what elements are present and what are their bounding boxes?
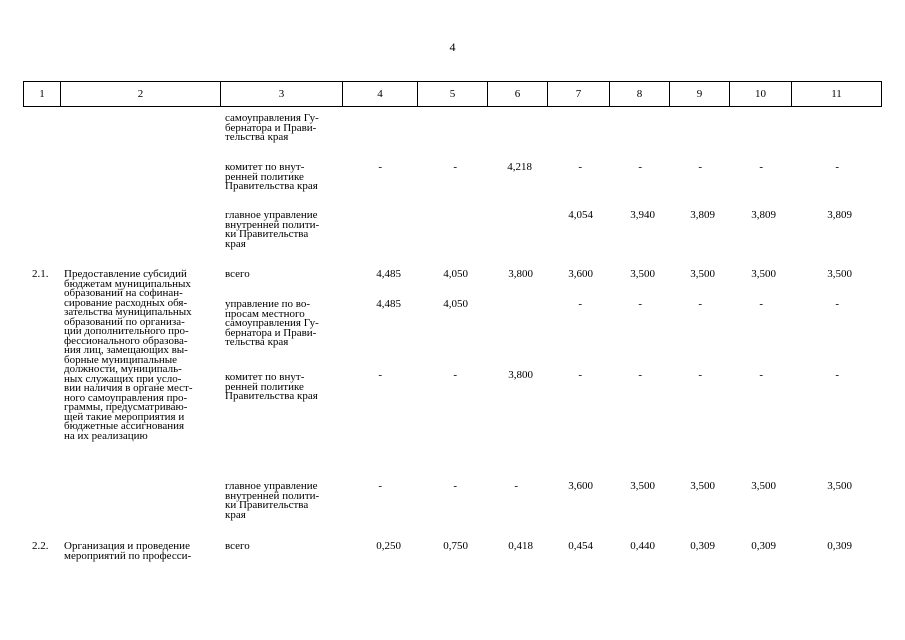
header-col-8: 8 xyxy=(610,81,670,107)
value-cell: - xyxy=(698,369,702,381)
header-col-1: 1 xyxy=(23,81,61,107)
value-cell: 0,454 xyxy=(568,540,593,552)
value-cell: 4,054 xyxy=(568,209,593,221)
value-cell: 3,600 xyxy=(568,268,593,280)
value-cell: - xyxy=(578,161,582,173)
value-cell: - xyxy=(698,298,702,310)
value-cell: - xyxy=(638,369,642,381)
header-col-9: 9 xyxy=(670,81,730,107)
value-cell: 3,500 xyxy=(690,268,715,280)
value-cell: 0,418 xyxy=(508,540,533,552)
header-col-5: 5 xyxy=(418,81,488,107)
header-col-10: 10 xyxy=(730,81,792,107)
value-cell: 3,500 xyxy=(751,480,776,492)
header-col-7: 7 xyxy=(548,81,610,107)
executor-cell: главное управление внутренней полити- ки Правительства края xyxy=(225,209,320,250)
value-cell: 0,309 xyxy=(827,540,852,552)
executor-cell: главное управление внутренней полити- ки Правительства края xyxy=(225,480,320,521)
value-cell: 3,940 xyxy=(630,209,655,221)
value-cell: 3,600 xyxy=(568,480,593,492)
value-cell: - xyxy=(453,480,457,492)
value-cell: - xyxy=(698,161,702,173)
value-cell: - xyxy=(453,369,457,381)
value-cell: 3,500 xyxy=(630,480,655,492)
value-cell: 3,500 xyxy=(827,480,852,492)
value-cell: - xyxy=(453,161,457,173)
value-cell: 4,485 xyxy=(376,268,401,280)
value-cell: - xyxy=(835,161,839,173)
value-cell: 4,050 xyxy=(443,298,468,310)
value-cell: - xyxy=(378,161,382,173)
value-cell: 0,440 xyxy=(630,540,655,552)
value-cell: 3,500 xyxy=(827,268,852,280)
value-cell: 0,309 xyxy=(690,540,715,552)
header-col-11: 11 xyxy=(792,81,882,107)
value-cell: - xyxy=(514,480,518,492)
value-cell: 0,750 xyxy=(443,540,468,552)
executor-cell: комитет по внут- ренней политике Правительства края xyxy=(225,161,318,192)
value-cell: - xyxy=(578,298,582,310)
value-cell: 3,809 xyxy=(827,209,852,221)
measure-name: Предоставление субсидий бюджетам муниципальных образований на софинан- сирование расходных обя- зательства муниципальных образований по организа- ции дополнительного про- фессионального образова- ния лиц, замещающих вы- борные муниципальные должности, муниципаль- ных служащих при усло- вии наличия в органе мест- ного самоуправления про- граммы, предусматриваю- щей такие мероприятия и бюджетные ассигнования на их реализацию xyxy=(64,268,193,442)
value-cell: 3,500 xyxy=(630,268,655,280)
value-cell: 3,500 xyxy=(751,268,776,280)
executor-cell: управление по во- просам местного самоуправления Гу- бернатора и Прави- тельства края xyxy=(225,298,319,348)
value-cell: - xyxy=(378,369,382,381)
value-cell: 3,809 xyxy=(690,209,715,221)
value-cell: - xyxy=(835,298,839,310)
value-cell: 0,309 xyxy=(751,540,776,552)
value-cell: - xyxy=(759,161,763,173)
value-cell: 4,218 xyxy=(507,161,532,173)
value-cell: - xyxy=(759,298,763,310)
executor-cell: комитет по внут- ренней политике Правительства края xyxy=(225,371,318,402)
value-cell: 3,800 xyxy=(508,268,533,280)
header-col-4: 4 xyxy=(343,81,418,107)
page-number: 4 xyxy=(449,40,456,54)
header-col-6: 6 xyxy=(488,81,548,107)
value-cell: 4,485 xyxy=(376,298,401,310)
row-number: 2.1. xyxy=(32,268,49,280)
value-cell: 3,800 xyxy=(508,369,533,381)
value-cell: 4,050 xyxy=(443,268,468,280)
executor-cell: всего xyxy=(225,268,250,280)
row-number: 2.2. xyxy=(32,540,49,552)
value-cell: 3,809 xyxy=(751,209,776,221)
executor-cell: самоуправления Гу- бернатора и Прави- тельства края xyxy=(225,112,319,143)
value-cell: - xyxy=(835,369,839,381)
value-cell: - xyxy=(578,369,582,381)
executor-cell: всего xyxy=(225,540,250,552)
measure-name: Организация и проведение мероприятий по професси- xyxy=(64,540,192,562)
value-cell: 3,500 xyxy=(690,480,715,492)
value-cell: - xyxy=(638,161,642,173)
header-col-2: 2 xyxy=(61,81,221,107)
value-cell: - xyxy=(378,480,382,492)
value-cell: - xyxy=(638,298,642,310)
value-cell: 0,250 xyxy=(376,540,401,552)
header-col-3: 3 xyxy=(221,81,343,107)
value-cell: - xyxy=(759,369,763,381)
